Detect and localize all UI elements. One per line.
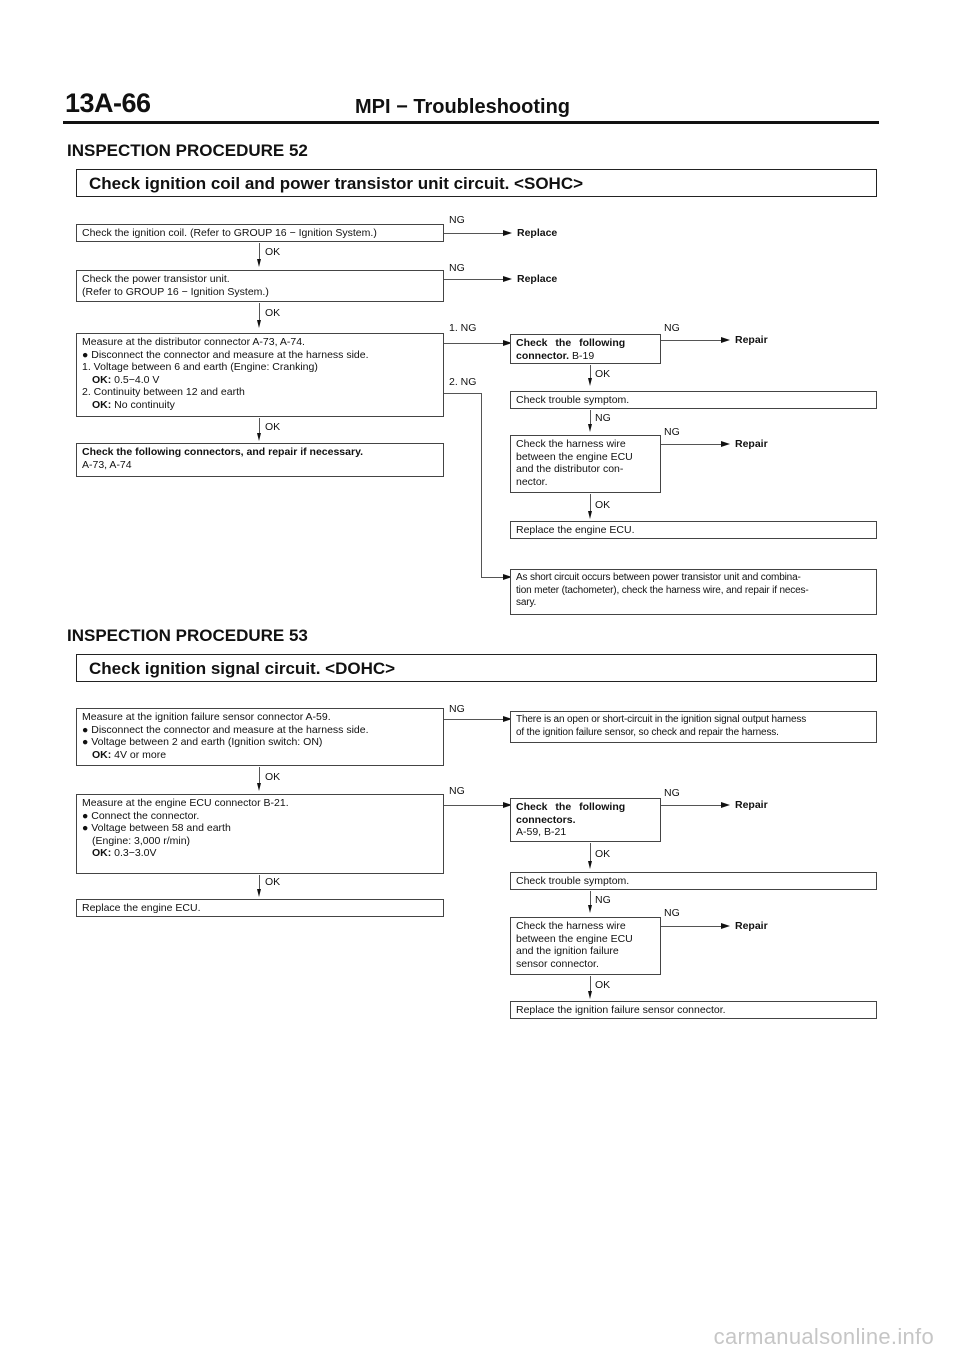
p52-connector-line (444, 343, 504, 344)
p52-step2-line2: (Refer to GROUP 16 − Ignition System.) (82, 285, 269, 298)
arrow-down-icon (257, 889, 261, 897)
p53-right2-sub: A-59, B-21 (516, 826, 567, 838)
p52-connector-line (481, 577, 504, 578)
p52-right-check-connector (510, 334, 661, 364)
p52-step3-item1: 1. Voltage between 6 and earth (Engine: Cranking) (82, 361, 318, 373)
p52-ok-label: OK (265, 307, 281, 319)
p52-ng-label: NG (449, 214, 465, 226)
arrow-down-icon (588, 378, 592, 386)
p52-connector-line (661, 340, 722, 341)
arrow-right-icon (721, 802, 730, 808)
p52-right3-line3: and the distributor con- (516, 463, 624, 475)
p52-right2-text: Check trouble symptom. (516, 394, 630, 406)
p52-ng-label: NG (664, 426, 680, 438)
p52-step-measure-distributor (76, 333, 444, 417)
p52-ng-label: NG (449, 262, 465, 274)
arrow-right-icon (721, 441, 730, 447)
p53-right2-title: Check the following (516, 801, 626, 813)
p53-ng-label: NG (449, 703, 465, 715)
p53-step-measure-sensor (76, 708, 444, 766)
p53-flow-line (590, 843, 591, 863)
p53-connector-line (444, 805, 504, 806)
p52-branch-line (481, 393, 482, 577)
ok-label: OK: (92, 748, 112, 761)
p52-connector-line (444, 233, 504, 234)
p53-ok-label: OK (595, 848, 611, 860)
p53-right4-line3: and the ignition failure (516, 945, 619, 957)
p52-right5-line3: sary. (516, 597, 537, 608)
p52-ng-label: NG (595, 412, 611, 424)
p52-ok-label: OK (595, 368, 611, 380)
arrow-down-icon (257, 259, 261, 267)
p52-connector-line (661, 444, 722, 445)
p52-ng2-label: 2. NG (449, 376, 477, 388)
p52-right3-line2: between the engine ECU (516, 450, 633, 463)
connector-label: connector. (516, 349, 570, 362)
procedure-53-banner: Check ignition signal circuit. <DOHC> (76, 654, 877, 682)
p53-right4-line2: between the engine ECU (516, 932, 633, 945)
p52-right3-line4: nector. (516, 475, 548, 488)
arrow-right-icon (503, 276, 512, 282)
p53-repair-result: Repair (735, 920, 768, 932)
ok-value: 0.3−3.0V (114, 847, 157, 859)
p53-step-measure-ecu (76, 794, 444, 874)
arrow-down-icon (257, 433, 261, 441)
p53-step2-b2: ● Voltage between 58 and earth (82, 822, 231, 834)
p52-connector-line (444, 393, 482, 394)
page-header-title: MPI − Troubleshooting (355, 96, 570, 118)
p53-step2-cond: (Engine: 3,000 r/min) (92, 834, 191, 847)
p53-step-replace-ecu (76, 899, 444, 917)
p52-replace-result: Replace (517, 273, 558, 285)
p52-ng-label: NG (664, 322, 680, 334)
p53-step2-ok (82, 847, 438, 860)
p52-step3-ok2 (82, 399, 438, 412)
p53-right-replace-sensor-connector (510, 1001, 877, 1019)
arrow-down-icon (257, 320, 261, 328)
procedure-53-title: INSPECTION PROCEDURE 53 (67, 626, 308, 645)
p52-ok-label: OK (265, 246, 281, 258)
p53-step2-b1: ● Connect the connector. (82, 809, 200, 822)
p53-right1-line1: There is an open or short-circuit in the ignition signal output harness (516, 714, 807, 725)
arrow-right-icon (503, 230, 512, 236)
arrow-down-icon (588, 861, 592, 869)
p52-right-check-harness (510, 435, 661, 493)
p53-connector-line (661, 926, 722, 927)
p53-step1-title: Measure at the ignition failure sensor connector A-59. (82, 711, 331, 723)
arrow-down-icon (588, 511, 592, 519)
p52-ok-label: OK (265, 421, 281, 433)
p53-right2-sub-bold: connectors. (516, 813, 576, 826)
p53-step1-b1: ● Disconnect the connector and measure at the harness side. (82, 723, 369, 736)
ok-label: OK: (92, 398, 112, 411)
p53-step2-title: Measure at the engine ECU connector B-21. (82, 797, 289, 809)
p52-step-check-ignition-coil (76, 224, 444, 242)
p52-right5-line1: As short circuit occurs between power transistor unit and combina- (516, 572, 801, 583)
header-rule (63, 121, 879, 124)
p52-replace-result: Replace (517, 227, 558, 239)
p53-ok-label: OK (265, 876, 281, 888)
p52-step3-bullet: ● Disconnect the connector and measure at the harness side. (82, 348, 369, 361)
ok-value: 4V or more (114, 748, 167, 761)
p53-right5-text: Replace the ignition failure sensor connector. (516, 1004, 726, 1016)
p52-step3-title: Measure at the distributor connector A-73, A-74. (82, 336, 305, 348)
procedure-52-banner: Check ignition coil and power transistor unit circuit. <SOHC> (76, 169, 877, 197)
p53-ng-label: NG (449, 785, 465, 797)
arrow-right-icon (721, 337, 730, 343)
p53-right3-text: Check trouble symptom. (516, 875, 630, 887)
p53-right-check-connectors (510, 798, 661, 842)
ok-label: OK: (92, 847, 112, 859)
arrow-down-icon (588, 991, 592, 999)
connector-id: B-19 (572, 349, 595, 362)
p52-step1-text: Check the ignition coil. (Refer to GROUP 16 − Ignition System.) (82, 227, 377, 239)
p52-right4-text: Replace the engine ECU. (516, 524, 635, 536)
p53-step1-ok (82, 749, 438, 762)
p53-connector-line (444, 719, 504, 720)
p53-ng-label: NG (595, 894, 611, 906)
p52-repair-result: Repair (735, 334, 768, 346)
p53-ok-label: OK (595, 979, 611, 991)
p53-connector-line (661, 805, 722, 806)
ok-value: No continuity (114, 398, 175, 411)
p52-right-short-circuit-note (510, 569, 877, 615)
footer-watermark: carmanualsonline.info (713, 1324, 934, 1349)
p53-ok-label: OK (265, 771, 281, 783)
arrow-right-icon (721, 923, 730, 929)
p53-right1-line2: of the ignition failure sensor, so check and repair the harness. (516, 726, 779, 738)
p52-right1-sub (516, 350, 655, 363)
p53-right-open-short-note (510, 711, 877, 743)
p52-right-check-symptom (510, 391, 877, 409)
p52-right5-line2: tion meter (tachometer), check the harness wire, and repair if neces- (516, 584, 809, 596)
p52-ok-label: OK (595, 499, 611, 511)
p53-right4-line1: Check the harness wire (516, 920, 626, 932)
p53-right-check-harness (510, 917, 661, 975)
p52-ng1-label: 1. NG (449, 322, 477, 334)
p52-right3-line1: Check the harness wire (516, 438, 626, 450)
p52-repair-result: Repair (735, 438, 768, 450)
p53-step3-text: Replace the engine ECU. (82, 902, 201, 914)
p52-right-replace-ecu (510, 521, 877, 539)
ok-label: OK: (92, 373, 112, 386)
p53-step1-b2: ● Voltage between 2 and earth (Ignition switch: ON) (82, 736, 323, 748)
p52-step2-line1: Check the power transistor unit. (82, 273, 230, 285)
arrow-down-icon (257, 783, 261, 791)
p52-step4-value: A-73, A-74 (82, 458, 132, 471)
procedure-52-title: INSPECTION PROCEDURE 52 (67, 141, 308, 160)
p53-ng-label: NG (664, 907, 680, 919)
ok-value: 0.5−4.0 V (114, 373, 160, 386)
page-number: 13A-66 (65, 88, 151, 118)
p52-step-check-power-transistor (76, 270, 444, 302)
p53-right-check-symptom (510, 872, 877, 890)
p52-step4-title: Check the following connectors, and repair if necessary. (82, 446, 364, 458)
p52-right1-title: Check the following (516, 337, 626, 349)
p52-connector-line (444, 279, 504, 280)
arrow-down-icon (588, 424, 592, 432)
p52-step-check-connectors (76, 443, 444, 477)
p52-step3-ok1 (82, 374, 438, 387)
p52-step3-item2: 2. Continuity between 12 and earth (82, 386, 245, 398)
arrow-down-icon (588, 905, 592, 913)
p53-ng-label: NG (664, 787, 680, 799)
p53-repair-result: Repair (735, 799, 768, 811)
p53-right4-line4: sensor connector. (516, 957, 599, 970)
